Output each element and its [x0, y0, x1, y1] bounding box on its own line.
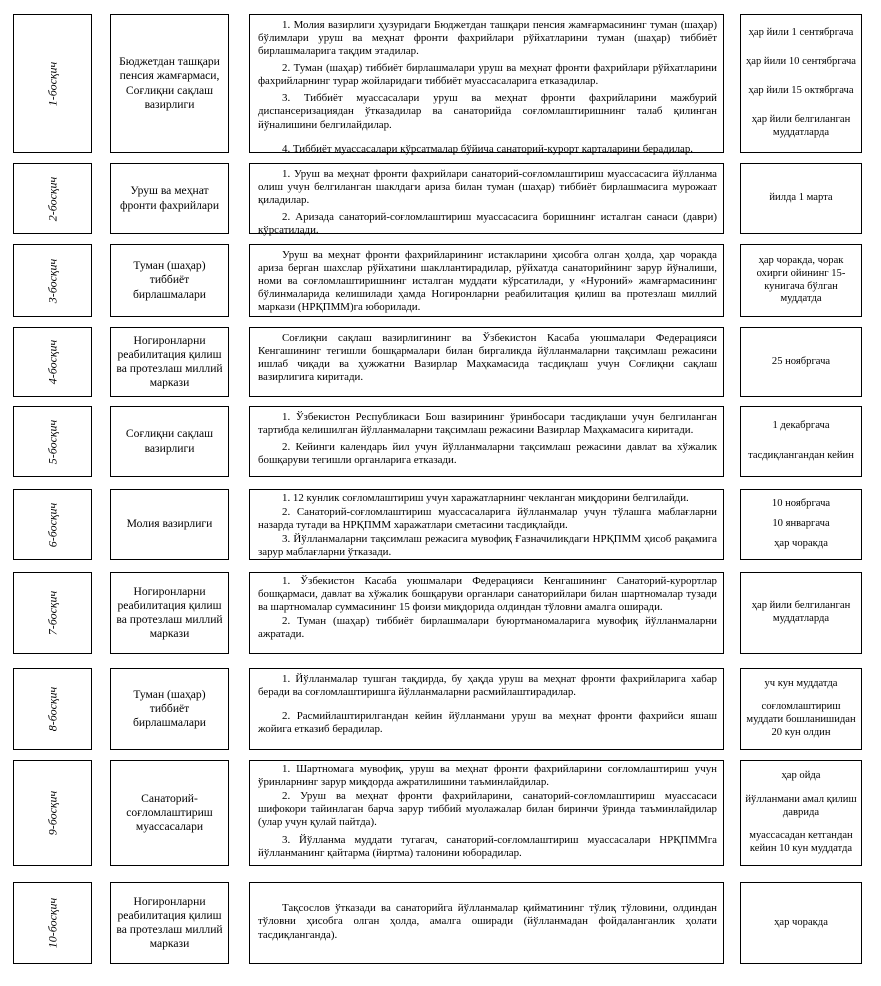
action-item: 1. Молия вазирлиги ҳузуридаги Бюджетдан ташқари пенсия жамғармасининг туман (шаҳар) бўлимлари уруш ва меҳнат фронти фахрийлари рўйхатларини туман (шаҳар) тиббиёт бирлашмаларига тақдим этадилар. — [258, 19, 717, 58]
action-item: 1. Ўзбекистон Республикаси Бош вазирининг ўринбосари тасдиқлаши учун белгиланган тартибда келишилган йўлланмаларни тақсимлаш режасини Вазирлар Маҳкамасига киритади. — [258, 411, 717, 437]
action-item: 3. Тиббиёт муассасалари уруш ва меҳнат фронти фахрийларини мажбурий диспансеризациядан ўтказадилар ва санаторийда соғломлаштиришнинг талаб қилинган йўналишини белгилайдилар. — [258, 92, 717, 131]
action-item: 2. Расмийлаштирилгандан кейин йўлланмани уруш ва меҳнат фронти фахрийси яшаш жойига етказиб берадилар. — [258, 710, 717, 736]
stage-label: 5-босқич — [45, 419, 59, 464]
organization-cell: Соғлиқни сақлаш вазирлиги — [110, 406, 229, 477]
stage-cell — [13, 163, 92, 234]
deadline-item: ҳар чоракда, чорак охирги ойининг 15-кунигача бўлган муддатда — [756, 254, 846, 305]
action-item: 1. Ўзбекистон Касаба уюшмалари Федерацияси Кенгашининг Санаторий-курортлар бошқармаси, давлат ва хўжалик бошқаруви органлари санаторийлари билан шартномалар тузади ва шартномалар суммасининг 15 фоизи миқдорида олдиндан тўловни амалга оширади. — [258, 575, 717, 614]
stage-label: 8-босқич — [45, 686, 59, 732]
organization-cell: Уруш ва меҳнат фронти фахрийлари — [110, 163, 229, 234]
deadline-cell — [740, 14, 862, 153]
deadline-item: ҳар йили белгиланган муддатларда — [751, 114, 851, 139]
stage-cell — [13, 572, 92, 654]
stage-label: 4-босқич — [45, 339, 59, 385]
deadline-cell — [740, 572, 862, 654]
deadline-cell — [740, 327, 862, 397]
action-item: 2. Туман (шаҳар) тиббиёт бирлашмалари буюртманомаларига мувофиқ йўлланмаларни ажратади. — [258, 615, 717, 641]
actions-cell — [249, 406, 724, 477]
deadline-cell — [740, 244, 862, 317]
deadline-item: ҳар йили 15 октябргача — [748, 85, 854, 97]
deadline-cell — [740, 760, 862, 866]
action-item: 2. Туман (шаҳар) тиббиёт бирлашмалари уруш ва меҳнат фронти фахрийлари рўйхатларини фахрийларнинг турар жойларидаги тиббиёт муассасаларига етказадилар. — [258, 62, 717, 88]
deadline-cell — [740, 163, 862, 234]
organization-cell: Туман (шаҳар) тиббиёт бирлашмалари — [110, 244, 229, 317]
table-row — [0, 572, 881, 654]
stage-label: 7-босқич — [45, 590, 59, 636]
table-row — [0, 327, 881, 397]
action-item: 3. Йўлланмаларни тақсимлаш режасига мувофиқ Ғазначиликдаги НРҚПММ ҳисоб рақамига зарур маблағларни ўтказади. — [258, 533, 717, 559]
table-row — [0, 882, 881, 964]
action-item: 2. Аризада санаторий-соғломлаштириш муассасасига боришнинг исталган санаси (даври) кўрсатилади. — [258, 211, 717, 237]
stage-cell — [13, 244, 92, 317]
actions-cell — [249, 14, 724, 153]
action-item: 2. Кейинги календарь йил учун йўлланмаларни тақсимлаш режасини давлат ва хўжалик бошқаруви тегишли органларига етказади. — [258, 441, 717, 467]
actions-cell — [249, 489, 724, 560]
actions-cell — [249, 760, 724, 866]
organization-cell: Ногиронларни реабилитация қилиш ва протезлаш миллий маркази — [110, 572, 229, 654]
stage-cell — [13, 406, 92, 477]
actions-cell — [249, 572, 724, 654]
deadline-cell — [740, 668, 862, 750]
table-row — [0, 760, 881, 866]
deadline-item: ҳар йили 10 сентябргача — [745, 56, 857, 68]
stage-cell — [13, 882, 92, 964]
deadline-item: ҳар чоракда — [774, 538, 828, 550]
deadline-item: ҳар чоракда — [774, 916, 828, 928]
action-item: 1. Шартномага мувофиқ, уруш ва меҳнат фронти фахрийларини соғломлаштириш учун ўринларнинг зарур миқдорда ажратилишини таъминлайдилар. — [258, 763, 717, 789]
table-row — [0, 163, 881, 237]
deadline-item: ҳар йили 1 сентябргача — [748, 27, 854, 39]
table-row — [0, 668, 881, 750]
actions-cell — [249, 327, 724, 397]
actions-cell — [249, 668, 724, 750]
table-row — [0, 14, 881, 153]
organization-cell: Молия вазирлиги — [110, 489, 229, 560]
actions-cell — [249, 163, 724, 237]
deadline-item: 25 ноябргача — [771, 355, 831, 367]
stage-label: 3-босқич — [45, 258, 59, 303]
actions-cell — [249, 244, 724, 317]
stage-cell — [13, 668, 92, 750]
stage-label: 2-босқич — [45, 176, 59, 221]
action-item: 2. Уруш ва меҳнат фронти фахрийларини, санаторий-соғломлаштириш муассасаси шифокори тайинлаган барча зарур тиббий муолажалар билан биринчи ўринда таъминлайдилар (улар учун қулай пайтда). — [258, 790, 717, 829]
stage-cell — [13, 14, 92, 153]
table-row — [0, 489, 881, 560]
deadline-item: ҳар ойда — [781, 770, 821, 782]
table-row — [0, 244, 881, 317]
action-item: Тақсослов ўтказади ва санаторийга йўлланмалар қийматининг тўлиқ тўловини, олдиндан тўловни ҳисобга олган ҳолда, амалга оширади (йўлланмадан фойдаланганлик ҳолати тасдиқланганда). — [258, 902, 717, 941]
stage-label: 1-босқич — [45, 61, 59, 106]
actions-cell — [249, 882, 724, 964]
deadline-item: 1 декабргача — [772, 419, 830, 431]
organization-cell: Бюджетдан ташқари пенсия жамғармаси, Соғлиқни сақлаш вазирлиги — [110, 14, 229, 153]
action-item: Соғлиқни сақлаш вазирлигининг ва Ўзбекистон Касаба уюшмалари Федерацияси Кенгашининг тегишли бошқармалари билан биргаликда йўлланмаларни тақсимлаш режасини ишлаб чиқади ва ҳужжатни Вазирлар Маҳкамасида тасдиқлаш учун Соғлиқни сақлаш вазирлигига киритади. — [258, 332, 717, 384]
action-item: 1. Уруш ва меҳнат фронти фахрийлари санаторий-соғломлаштириш муассасасига йўлланма олиш учун белгиланган шаклдаги ариза билан туман (шаҳар) тиббиёт бирлашмасига мурожаат қиладилар. — [258, 168, 717, 207]
deadline-item: йўлланмани амал қилиш даврида — [745, 793, 857, 818]
action-item: 1. 12 кунлик соғломлаштириш учун харажатларнинг чекланган миқдорини белгилайди. — [282, 492, 689, 504]
action-item: Уруш ва меҳнат фронти фахрийларининг истакларини ҳисобга олган ҳолда, ҳар чоракда ариза берган шахслар рўйхатини шакллантирадилар, рўйхатда санаторийнинг зарур йўналиши, номи ва соғломлаштиришнинг исталган муддати кўрсатилади, у «Нуроний» жамғармасининг бўлинмаларида келишилади ҳамда Ногиронларни реабилитация қилиш ва протезлаш миллий маркази (НРҚПММ)га юборилади. — [258, 249, 717, 314]
stage-label: 10-босқич — [45, 897, 59, 949]
stage-cell — [13, 489, 92, 560]
deadline-cell — [740, 882, 862, 964]
organization-cell: Туман (шаҳар) тиббиёт бирлашмалари — [110, 668, 229, 750]
action-item: 1. Йўлланмалар тушган тақдирда, бу ҳақда уруш ва меҳнат фронти фахрийларига хабар беради ва соғломлаштиришга йўлланмаларни расмийлаштирадилар. — [258, 673, 717, 699]
deadline-item: ҳар йили белгиланган муддатларда — [751, 600, 851, 624]
table-row — [0, 406, 881, 477]
deadline-cell — [740, 406, 862, 477]
deadline-item: соғломлаштириш муддати бошланишидан 20 кун олдин — [746, 701, 856, 738]
organization-cell: Ногиронларни реабилитация қилиш ва протезлаш миллий маркази — [110, 327, 229, 397]
action-item: 3. Йўлланма муддати тугагач, санаторий-соғломлаштириш муассасалари НРҚПММга йўлланманинг қайтарма (йиртма) талонини юборадилар. — [258, 834, 717, 860]
action-item: 4. Тиббиёт муассасалари кўрсатмалар бўйича санаторий-курорт карталарини берадилар. — [282, 142, 694, 155]
deadline-item: тасдиқлангандан кейин — [748, 450, 854, 462]
deadline-item: 10 январгача — [772, 518, 830, 530]
action-item: 2. Санаторий-соғломлаштириш муассасаларига йўлланмалар учун тўлашга маблағларни назарда тутади ва НРҚПММ харажатлари сметасини тасдиқлайди. — [258, 506, 717, 532]
organization-cell: Ногиронларни реабилитация қилиш ва протезлаш миллий маркази — [110, 882, 229, 964]
deadline-item: уч кун муддатда — [764, 678, 838, 690]
deadline-item: муассасадан кетгандан кейин 10 кун муддатда — [749, 829, 853, 854]
stage-label: 9-босқич — [45, 790, 59, 836]
organization-cell: Санаторий-соғломлаштириш муассасалари — [110, 760, 229, 866]
deadline-item: 10 ноябргача — [771, 497, 831, 509]
stage-cell — [13, 327, 92, 397]
stage-cell — [13, 760, 92, 866]
stage-label: 6-босқич — [45, 502, 59, 547]
deadline-item: йилда 1 марта — [769, 192, 833, 204]
deadline-cell — [740, 489, 862, 560]
